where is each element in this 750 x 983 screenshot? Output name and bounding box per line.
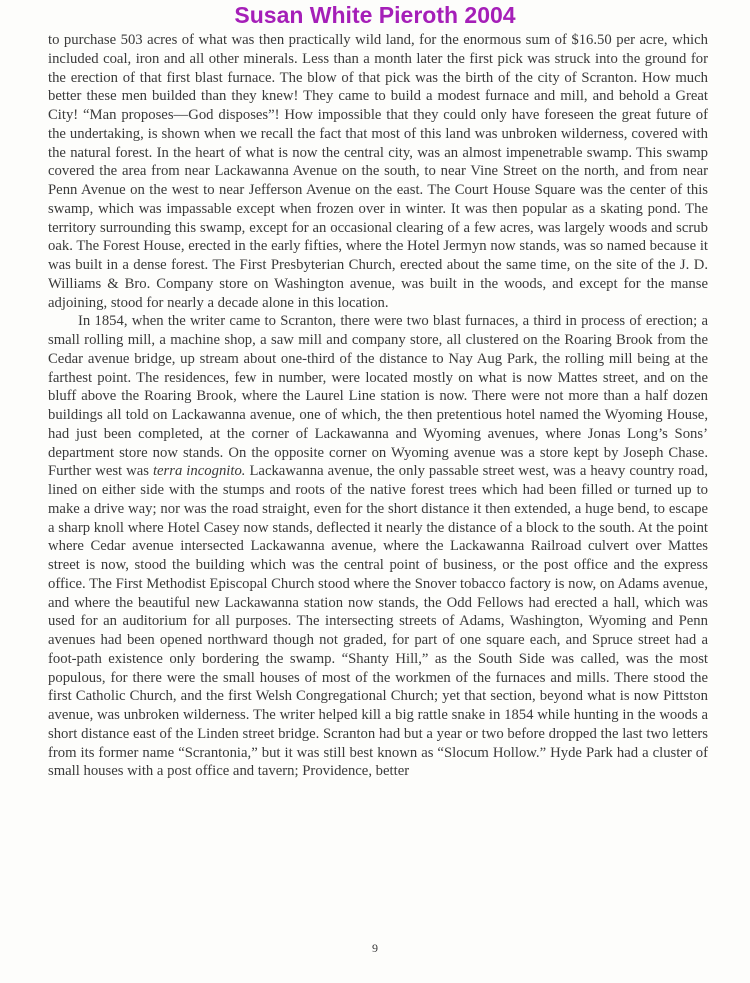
paragraph — [48, 312, 708, 781]
paragraph — [48, 31, 708, 312]
body-text — [48, 31, 708, 781]
text-run: to purchase 503 acres of what was then practically wild land, for the enormous sum of $16.50 per acre, which included coal, iron and all other minerals. Less than a month later the first pick was struck into the ground for the erection of that first blast furnace. The blow of that pick was the birth of the city of Scranton. How much better these men builded than they knew! They came to build a modest furnace and mill, and behold a Great City! “Man proposes—God disposes”! How impossible that they could only have foreseen the great future of the undertaking, is shown when we recall the fact that most of this land was unbroken wilderness, covered with the natural forest. In the heart of what is now the central city, was an almost impenetrable swamp. This swamp covered the area from near Lackawanna Avenue on the south, to near Vine Street on the north, and from near Penn Avenue on the west to near Jefferson Avenue on the east. The Court House Square was the center of this swamp, which was impassable except when frozen over in winter. It was then popular as a skating pond. The territory surrounding this swamp, except for an occasional clearing of a few acres, was largely woods and scrub oak. The Forest House, erected in the early fifties, where the Hotel Jermyn now stands, was so named because it was built in a dense forest. The First Presbyterian Church, erected about the same time, on the site of the J. D. Williams & Bro. Company store on Washington avenue, was built in the woods, and except for the manse adjoining, stood for nearly a decade alone in this location. — [48, 32, 708, 311]
watermark-caption: Susan White Pieroth 2004 — [234, 2, 516, 28]
text-run: Lackawanna avenue, the only passable street west, was a heavy country road, lined on either side with the stumps and roots of the native forest trees which had been filled or turned up to make a drive way; nor was the road straight, even for the short distance it then extended, a huge bend, to escape a sharp knoll where Hotel Casey now stands, deflected it nearly the distance of a block to the south. At the point where Cedar avenue intersected Lackawanna avenue, where the Lackawanna Railroad culvert over Mattes street is now, stood the building which was the central point of business, or the post office and the express office. The First Methodist Episcopal Church stood where the Snover tobacco factory is now, on Adams avenue, and where the beautiful new Lackawanna station now stands, the Odd Fellows had erected a hall, which was used for an auditorium for all purposes. The intersecting streets of Adams, Washington, Wyoming and Penn avenues had been opened northward though not graded, for part of one square each, and Spruce street had a foot-path existence only bordering the swamp. “Shanty Hill,” as the South Side was called, was the most populous, for there were the small houses of most of the workmen of the furnaces and mills. There stood the first Catholic Church, and the first Welsh Congregational Church; yet that section, beyond what is now Pittston avenue, was unbroken wilderness. The writer helped kill a big rattle snake in 1854 while hunting in the woods a short distance east of the Linden street bridge. Scranton had but a year or two before dropped the last two letters from its former name “Scrantonia,” but it was still best known as “Slocum Hollow.” Hyde Park had a cluster of small houses with a post office and tavern; Providence, better — [48, 463, 708, 780]
italic-phrase: terra incognito. — [152, 463, 246, 480]
page-number: 9 — [372, 941, 378, 955]
text-run: In 1854, when the writer came to Scranton, there were two blast furnaces, a third in process of erection; a small rolling mill, a machine shop, a saw mill and company store, all clustered on the Roaring Brook from the Cedar avenue bridge, up stream about one-third of the distance to Nay Aug Park, the rolling mill being at the farthest point. The residences, few in number, were located mostly on what is now Mattes street, and on the bluff above the Roaring Brook, where the Laurel Line station is now. There were not more than a half dozen buildings all told on Lackawanna avenue, one of which, the then pretentious hotel named the Wyoming House, had just been completed, at the corner of Lackawanna and Wyoming avenues, where Jonas Long’s Sons’ department store now stands. On the opposite corner on Wyoming avenue was a store kept by Joseph Chase. Further west was — [48, 313, 708, 480]
